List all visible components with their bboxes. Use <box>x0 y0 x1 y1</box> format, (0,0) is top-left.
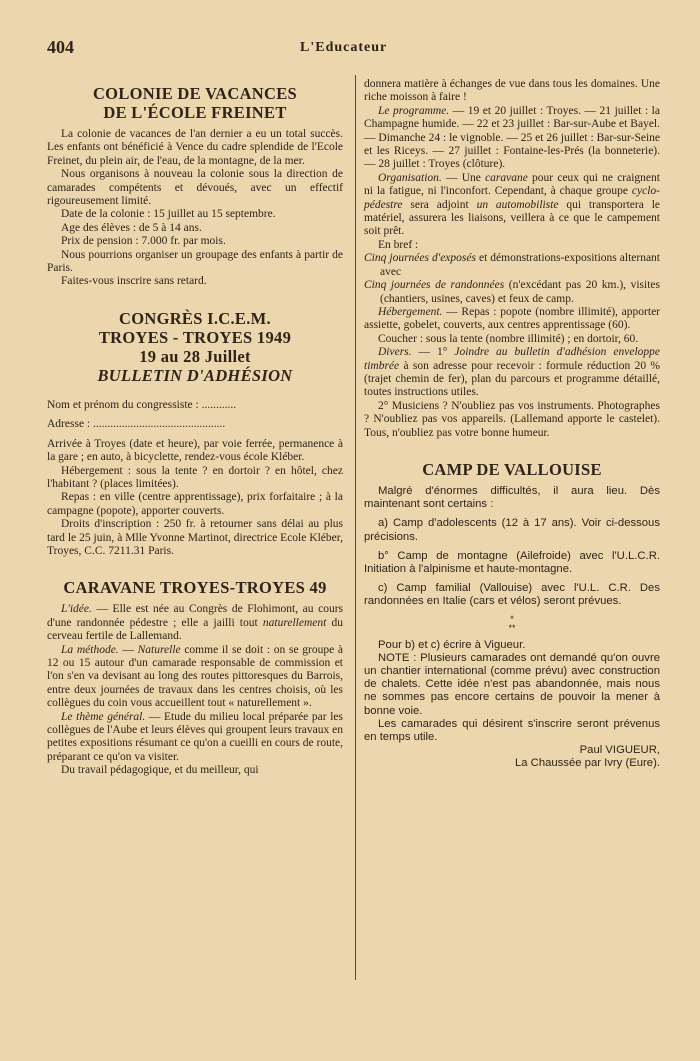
divers-para: Divers. — 1° Joindre au bulletin d'adhésion enveloppe timbrée à son adresse pour recevoir : formule réduction 20 % (trajet chemin de fer), plan du parcours et programme détaillé, toutes instructions utiles. <box>364 346 660 399</box>
congres-title-line1: CONGRÈS I.C.E.M. <box>119 308 271 328</box>
signature-name: Paul VIGUEUR, <box>579 744 660 757</box>
congres-para: Repas : en ville (centre apprentissage), prix forfaitaire ; à la campagne (popote), apporter couverts. <box>47 491 343 517</box>
congres-para: Droits d'inscription : 250 fr. à retourner sans délai au plus tard le 25 juin, à Mlle Yvonne Martinot, directrice Ecole Kléber, Troyes, C.C. 7211.31 Paris. <box>47 518 343 557</box>
colonie-title-line1: COLONIE DE VACANCES <box>92 84 298 103</box>
en-bref: En bref : <box>378 238 419 251</box>
organisation-para: Organisation. — Une caravane pour ceux qui ne craignent ni la fatigue, ni l'inconfort. Cependant, à chaque groupe cyclo-pédestre sera adjoint un automobiliste qui transportera le matériel, assurera les liaisons, veillera à ce que le campement soit prêt. <box>364 171 660 238</box>
hebergement-para: Hébergement. — Repas : popote (nombre illimité), apporter assiette, gobelet, couverts, aux centres apprentissage (60). <box>364 305 660 332</box>
left-column <box>47 78 343 778</box>
column-divider <box>355 75 356 980</box>
camp-pour: Pour b) et c) écrire à Vigueur. <box>378 638 526 651</box>
camp-section <box>364 485 660 771</box>
congres-title-line2: TROYES - TROYES 1949 <box>98 327 292 347</box>
musiciens-para: 2° Musiciens ? N'oubliez pas vos instruments. Photographes ? N'oubliez pas vos appareils. (Lallemand apporte le castelet). Tous, n'oubliez pas votre bonne humeur. <box>364 399 660 439</box>
bref-item: Cinq journées d'exposés et démonstrations-expositions alternant avec <box>364 252 661 278</box>
congres-para: Hébergement : sous la tente ? en dortoir ? en hôtel, chez l'habitant ? (places limitées). <box>47 464 343 490</box>
form-line-name: Nom et prénom du congressiste : ............ <box>47 398 237 411</box>
page-number: 404 <box>47 37 74 57</box>
journal-title: L'Educateur <box>300 40 388 55</box>
colonie-title-line2: DE L'ÉCOLE FREINET <box>103 103 287 122</box>
colonie-para: Prix de pension : 7.000 fr. par mois. <box>61 235 226 248</box>
camp-item-b: b° Camp de montagne (Ailefroide) avec l'U.L.C.R. Initiation à l'alpinisme et haute-montagne. <box>364 549 660 575</box>
colonie-para: Faites-vous inscrire sans retard. <box>61 275 207 288</box>
caravane-para-theme: Le thème général. — Etude du milieu local préparée par les collègues de l'Aube et leurs élèves qui groupent leurs travaux en petites expositions résumant ce qu'on a cueilli en cours de route, préparant ce qu'on va visiter. <box>47 710 343 763</box>
camp-inscription: Les camarades qui désirent s'inscrire seront prévenus en temps utile. <box>364 717 660 744</box>
colonie-para: Nous pourrions organiser un groupage des enfants à partir de Paris. <box>47 248 343 275</box>
camp-item-a: a) Camp d'adolescents (12 à 17 ans). Voir ci-dessous précisions. <box>364 517 660 543</box>
colonie-para: Date de la colonie : 15 juillet au 15 septembre. <box>61 208 276 221</box>
congres-title-line4: BULLETIN D'ADHÉSION <box>97 365 293 385</box>
right-column <box>364 78 660 771</box>
colonie-para: Nous organisons à nouveau la colonie sous la direction de camarades compétents et dévoués, avec un effectif rigoureusement limité. <box>47 168 343 208</box>
colonie-para: La colonie de vacances de l'an dernier a eu un total succès. Les enfants ont bénéficié à Vence du cadre splendide de l'Ecole Freinet, du plein air, de l'eau, de la montagne, de la mer. <box>47 128 343 167</box>
colonie-para: Age des élèves : de 5 à 14 ans. <box>61 221 202 234</box>
form-line-address: Adresse : .............................................. <box>47 418 226 431</box>
caravane-para-idee: L'idée. — Elle est née au Congrès de Flohimont, au cours d'une randonnée pédestre ; elle a jailli tout naturellement du cerveau fertile de Lallemand. <box>47 603 343 643</box>
caravane-title: CARAVANE TROYES-TROYES 49 <box>63 578 327 598</box>
bref-item: Cinq journées de randonnées (n'excédant pas 20 km.), visites (chantiers, usines, caves) et feux de camp. <box>364 279 660 305</box>
camp-note: NOTE : Plusieurs camarades ont demandé qu'on ouvre un chantier international (comme prévu) avec construction de chalets. Cette idée n'est pas abandonnée, mais nous ne sommes pas encore certains de pouvoir la mener à bonne voie. <box>364 651 660 717</box>
congres-para: Arrivée à Troyes (date et heure), par voie ferrée, permanence à la gare ; en auto, à bicyclette, rendez-vous école Kléber. <box>47 437 343 464</box>
coucher-para: Coucher : sous la tente (nombre illimité) ; en dortoir, 60. <box>378 332 639 345</box>
caravane-para-travail: Du travail pédagogique, et du meilleur, qui <box>61 764 259 777</box>
camp-item-c: c) Camp familial (Vallouise) avec l'U.L. C.R. Des randonnées en Italie (cars et vélos) seront prévues. <box>364 582 660 608</box>
asterism-top: * <box>510 613 514 624</box>
camp-title: CAMP DE VALLOUISE <box>422 459 602 479</box>
signature-address: La Chaussée par Ivry (Eure). <box>514 757 660 770</box>
programme-para: Le programme. — 19 et 20 juillet : Troyes. — 21 juillet : la Champagne humide. — 22 et 23 juillet : Bar-sur-Aube et Bayel. — Dimanche 24 : le vignoble. — 25 et 26 juillet : Bar-sur-Seine et les Riceys. — 27 juillet : Fontaine-les-Prés (la bonneterie). — 28 juillet : Troyes (clôture). <box>364 104 660 171</box>
caravane-continued: donnera matière à échanges de vue dans tous les domaines. Une riche moisson à faire ! <box>364 78 660 104</box>
camp-intro: Malgré d'énormes difficultés, il aura lieu. Dès maintenant sont certains : <box>364 484 660 511</box>
asterism-bottom: ** <box>508 622 516 633</box>
caravane-para-methode: La méthode. — Naturelle comme il se doit : on se groupe à 12 ou 15 autour d'un camarade responsable de commission et l'on s'en va devisant au long des routes pittoresques du Barrois, entre deux journées de travaux dans les centres choisis, où les collègues du coin vous accueillent tout « naturellement ». <box>47 643 343 710</box>
congres-title-line3: 19 au 28 Juillet <box>139 346 251 366</box>
